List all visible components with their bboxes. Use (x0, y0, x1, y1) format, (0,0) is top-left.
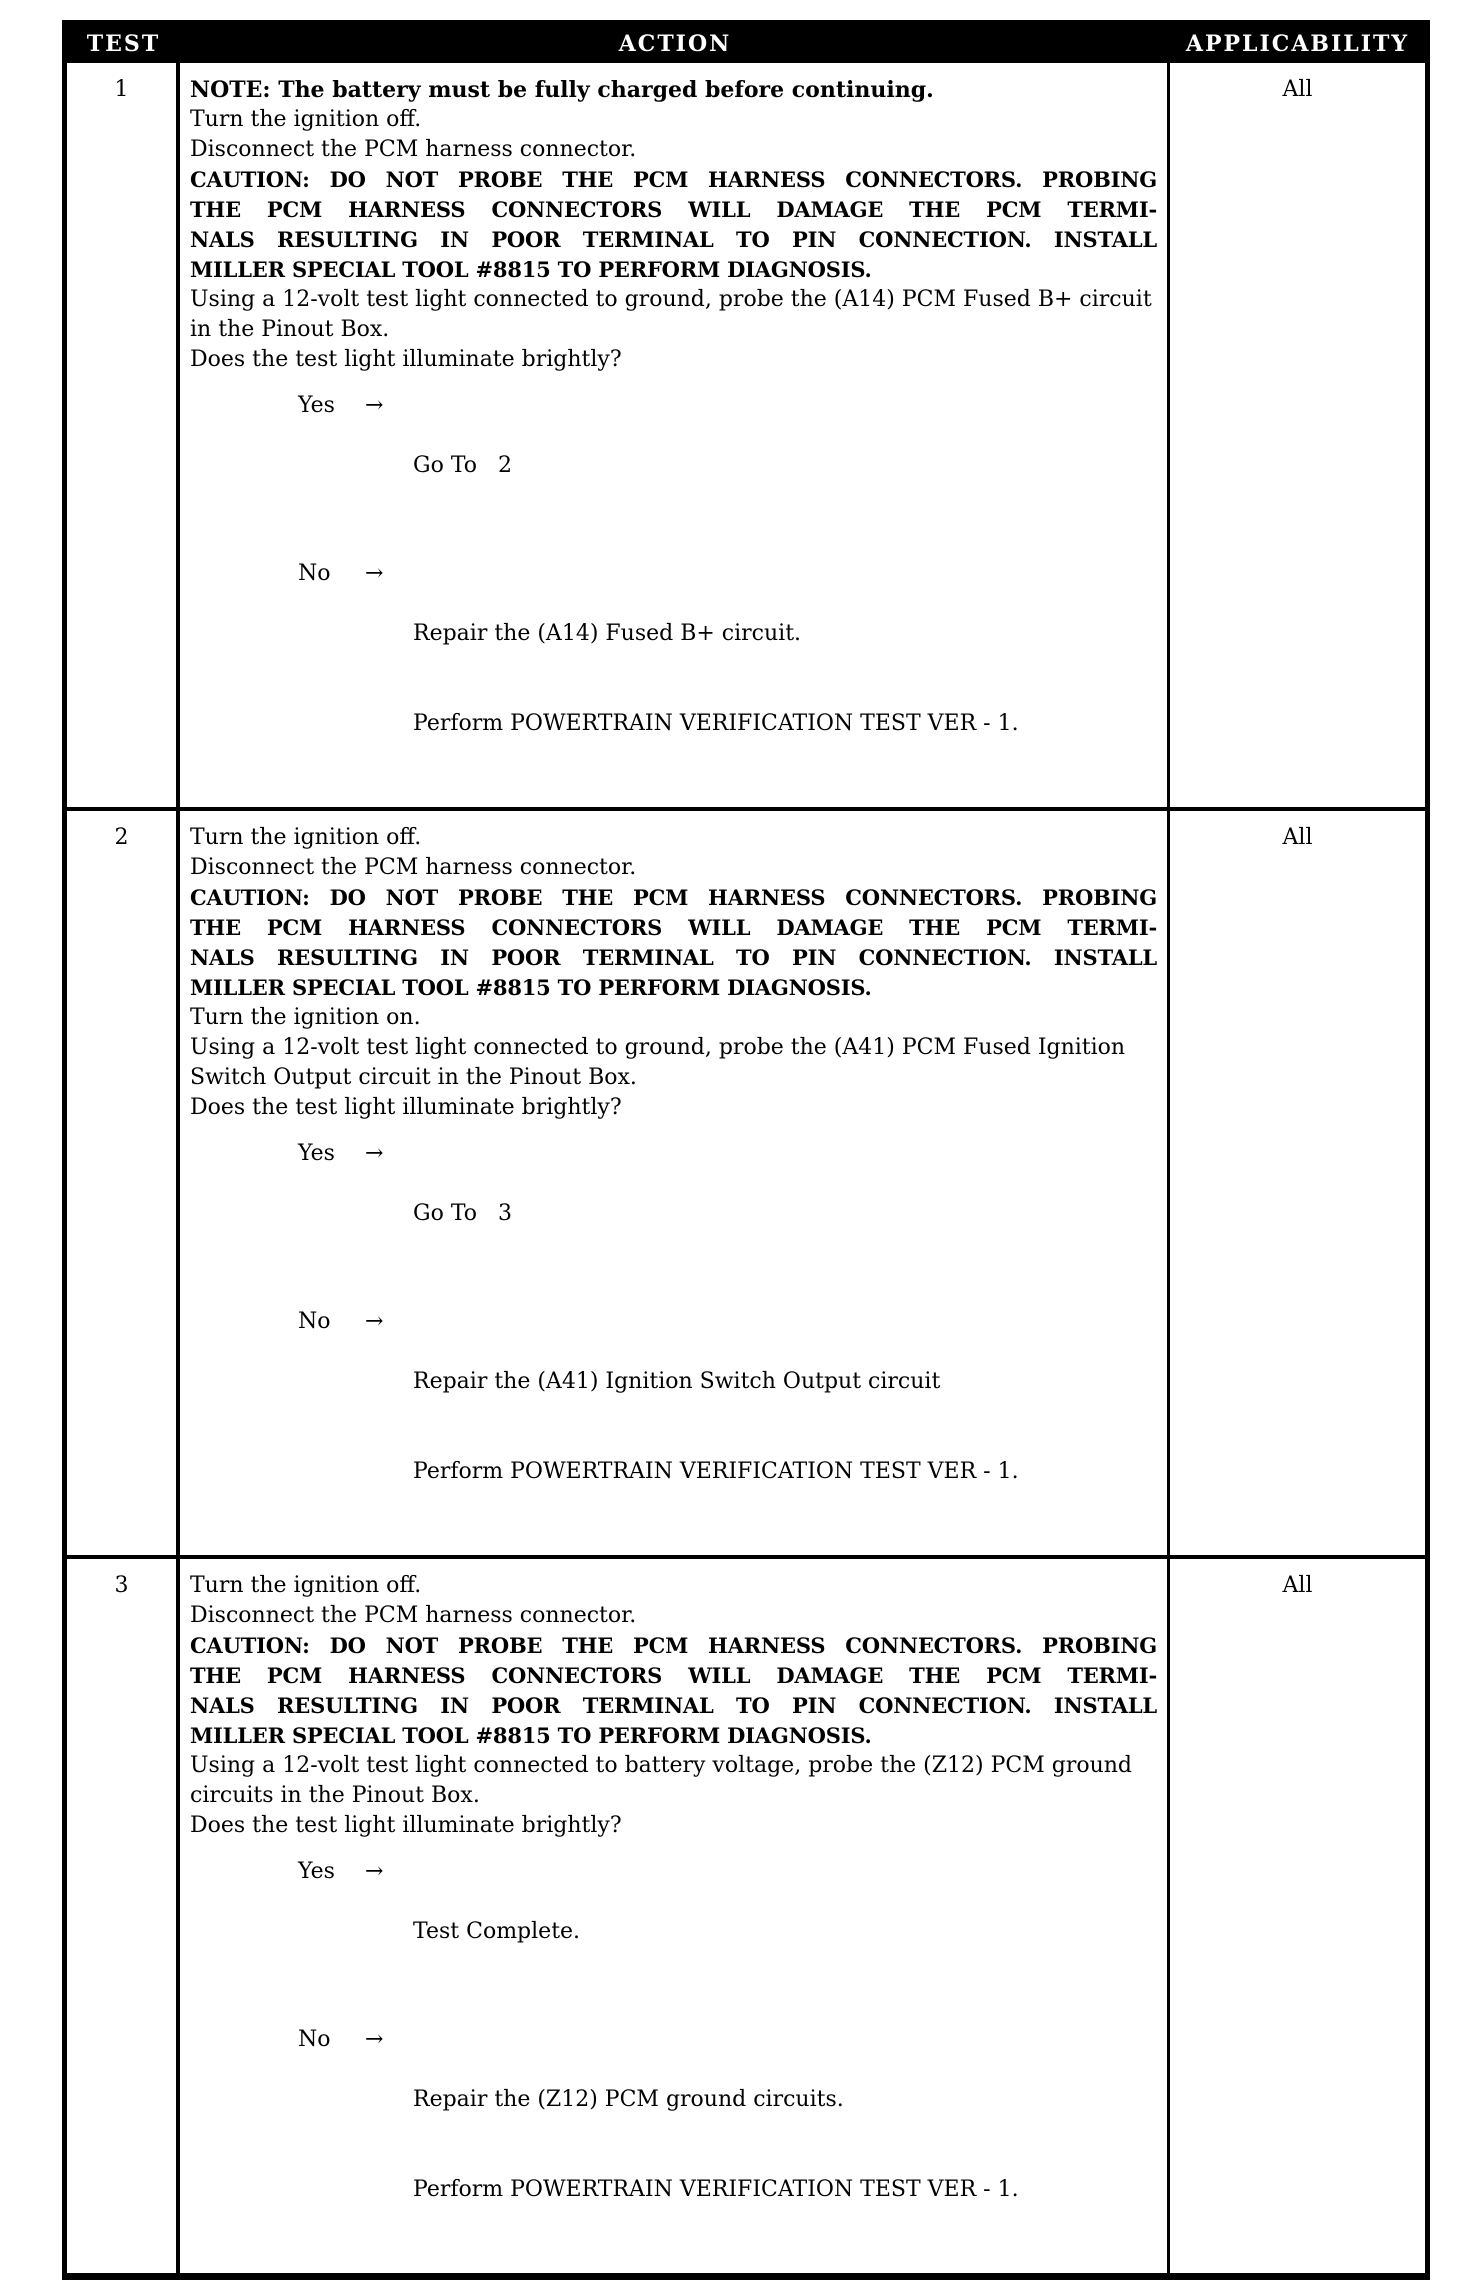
test-number: 2 (114, 825, 129, 850)
applicability-value: All (1282, 825, 1313, 850)
test-number: 3 (114, 1573, 129, 1598)
result-line: Go To 3 (413, 1201, 512, 1226)
action-step: Does the test light illuminate brightly? (190, 1095, 622, 1120)
applicability-cell (1170, 1559, 1425, 2273)
right-arrow-icon: → (365, 2027, 384, 2052)
action-step: Disconnect the PCM harness connector. (190, 855, 637, 880)
right-arrow-icon: → (365, 393, 384, 418)
action-cell (180, 63, 1170, 807)
caution-block (190, 1631, 1157, 1751)
result-line: Repair the (A14) Fused B+ circuit. (413, 621, 802, 646)
applicability-cell (1170, 811, 1425, 1555)
test-number: 1 (114, 77, 129, 102)
column-header-action: ACTION (618, 31, 732, 57)
yes-label: Yes (298, 393, 335, 418)
yes-result (413, 391, 1157, 541)
caution-line: THE PCM HARNESS CONNECTORS WILL DAMAGE THE PCM TERMI- (190, 197, 1157, 222)
result-line: Perform POWERTRAIN VERIFICATION TEST VER - 1. (413, 1459, 1019, 1484)
right-arrow-icon: → (365, 1309, 384, 1334)
result-line: Repair the (A41) Ignition Switch Output circuit (413, 1369, 941, 1394)
result-line: Test Complete. (413, 1919, 581, 1944)
caution-block (190, 883, 1157, 1003)
caution-line: CAUTION: DO NOT PROBE THE PCM HARNESS CONNECTORS. PROBING (190, 885, 1157, 910)
yes-branch (298, 391, 1157, 541)
yes-label: Yes (298, 1859, 335, 1884)
caution-line: NALS RESULTING IN POOR TERMINAL TO PIN CONNECTION. INSTALL (190, 945, 1157, 970)
test-row-2 (67, 807, 1425, 1555)
caution-line: MILLER SPECIAL TOOL #8815 TO PERFORM DIAGNOSIS. (190, 1723, 872, 1748)
action-step: Using a 12-volt test light connected to battery voltage, probe the (Z12) PCM ground circuits in the Pinout Box. (190, 1753, 1133, 1808)
caution-line: CAUTION: DO NOT PROBE THE PCM HARNESS CONNECTORS. PROBING (190, 1633, 1157, 1658)
result-line: Repair the (Z12) PCM ground circuits. (413, 2087, 844, 2112)
no-result (413, 559, 1157, 799)
caution-line: CAUTION: DO NOT PROBE THE PCM HARNESS CONNECTORS. PROBING (190, 167, 1157, 192)
applicability-value: All (1282, 1573, 1313, 1598)
column-header-test: TEST (86, 31, 161, 57)
test-number-cell (67, 63, 180, 807)
yes-label: Yes (298, 1141, 335, 1166)
right-arrow-icon: → (365, 1859, 384, 1884)
right-arrow-icon: → (365, 1141, 384, 1166)
action-step: Does the test light illuminate brightly? (190, 1813, 622, 1838)
caution-line: MILLER SPECIAL TOOL #8815 TO PERFORM DIAGNOSIS. (190, 975, 872, 1000)
action-step: Using a 12-volt test light connected to ground, probe the (A41) PCM Fused Ignition Switch Output circuit in the Pinout Box. (190, 1035, 1126, 1090)
yes-result (413, 1139, 1157, 1289)
result-line: Perform POWERTRAIN VERIFICATION TEST VER - 1. (413, 2177, 1019, 2202)
action-step: Disconnect the PCM harness connector. (190, 137, 637, 162)
no-result (413, 1307, 1157, 1547)
no-branch (298, 2025, 1157, 2265)
caution-block (190, 165, 1157, 285)
action-step: Turn the ignition off. (190, 1573, 422, 1598)
note-line: NOTE: The battery must be fully charged before continuing. (190, 77, 934, 103)
no-branch (298, 559, 1157, 799)
caution-line: NALS RESULTING IN POOR TERMINAL TO PIN CONNECTION. INSTALL (190, 227, 1157, 252)
action-step: Disconnect the PCM harness connector. (190, 1603, 637, 1628)
diagnostic-test-table (62, 20, 1430, 2280)
action-cell (180, 811, 1170, 1555)
caution-line: MILLER SPECIAL TOOL #8815 TO PERFORM DIAGNOSIS. (190, 257, 872, 282)
applicability-cell (1170, 63, 1425, 807)
column-header-applicability: APPLICABILITY (1185, 31, 1410, 57)
yes-branch (298, 1139, 1157, 1289)
caution-line: THE PCM HARNESS CONNECTORS WILL DAMAGE THE PCM TERMI- (190, 1663, 1157, 1688)
action-step: Does the test light illuminate brightly? (190, 347, 622, 372)
table-header-row (67, 25, 1425, 63)
result-line: Go To 2 (413, 453, 512, 478)
applicability-value: All (1282, 77, 1313, 102)
test-row-1 (67, 63, 1425, 807)
test-number-cell (67, 811, 180, 1555)
test-number-cell (67, 1559, 180, 2273)
result-line: Perform POWERTRAIN VERIFICATION TEST VER - 1. (413, 711, 1019, 736)
no-label: No (298, 2027, 331, 2052)
no-branch (298, 1307, 1157, 1547)
caution-line: THE PCM HARNESS CONNECTORS WILL DAMAGE THE PCM TERMI- (190, 915, 1157, 940)
no-label: No (298, 561, 331, 586)
test-row-3 (67, 1555, 1425, 2273)
no-label: No (298, 1309, 331, 1334)
action-step: Turn the ignition off. (190, 107, 422, 132)
no-result (413, 2025, 1157, 2265)
action-step: Using a 12-volt test light connected to ground, probe the (A14) PCM Fused B+ circuit in the Pinout Box. (190, 287, 1152, 342)
action-step: Turn the ignition off. (190, 825, 422, 850)
action-cell (180, 1559, 1170, 2273)
yes-result (413, 1857, 1157, 2007)
action-step: Turn the ignition on. (190, 1005, 421, 1030)
yes-branch (298, 1857, 1157, 2007)
caution-line: NALS RESULTING IN POOR TERMINAL TO PIN CONNECTION. INSTALL (190, 1693, 1157, 1718)
right-arrow-icon: → (365, 561, 384, 586)
